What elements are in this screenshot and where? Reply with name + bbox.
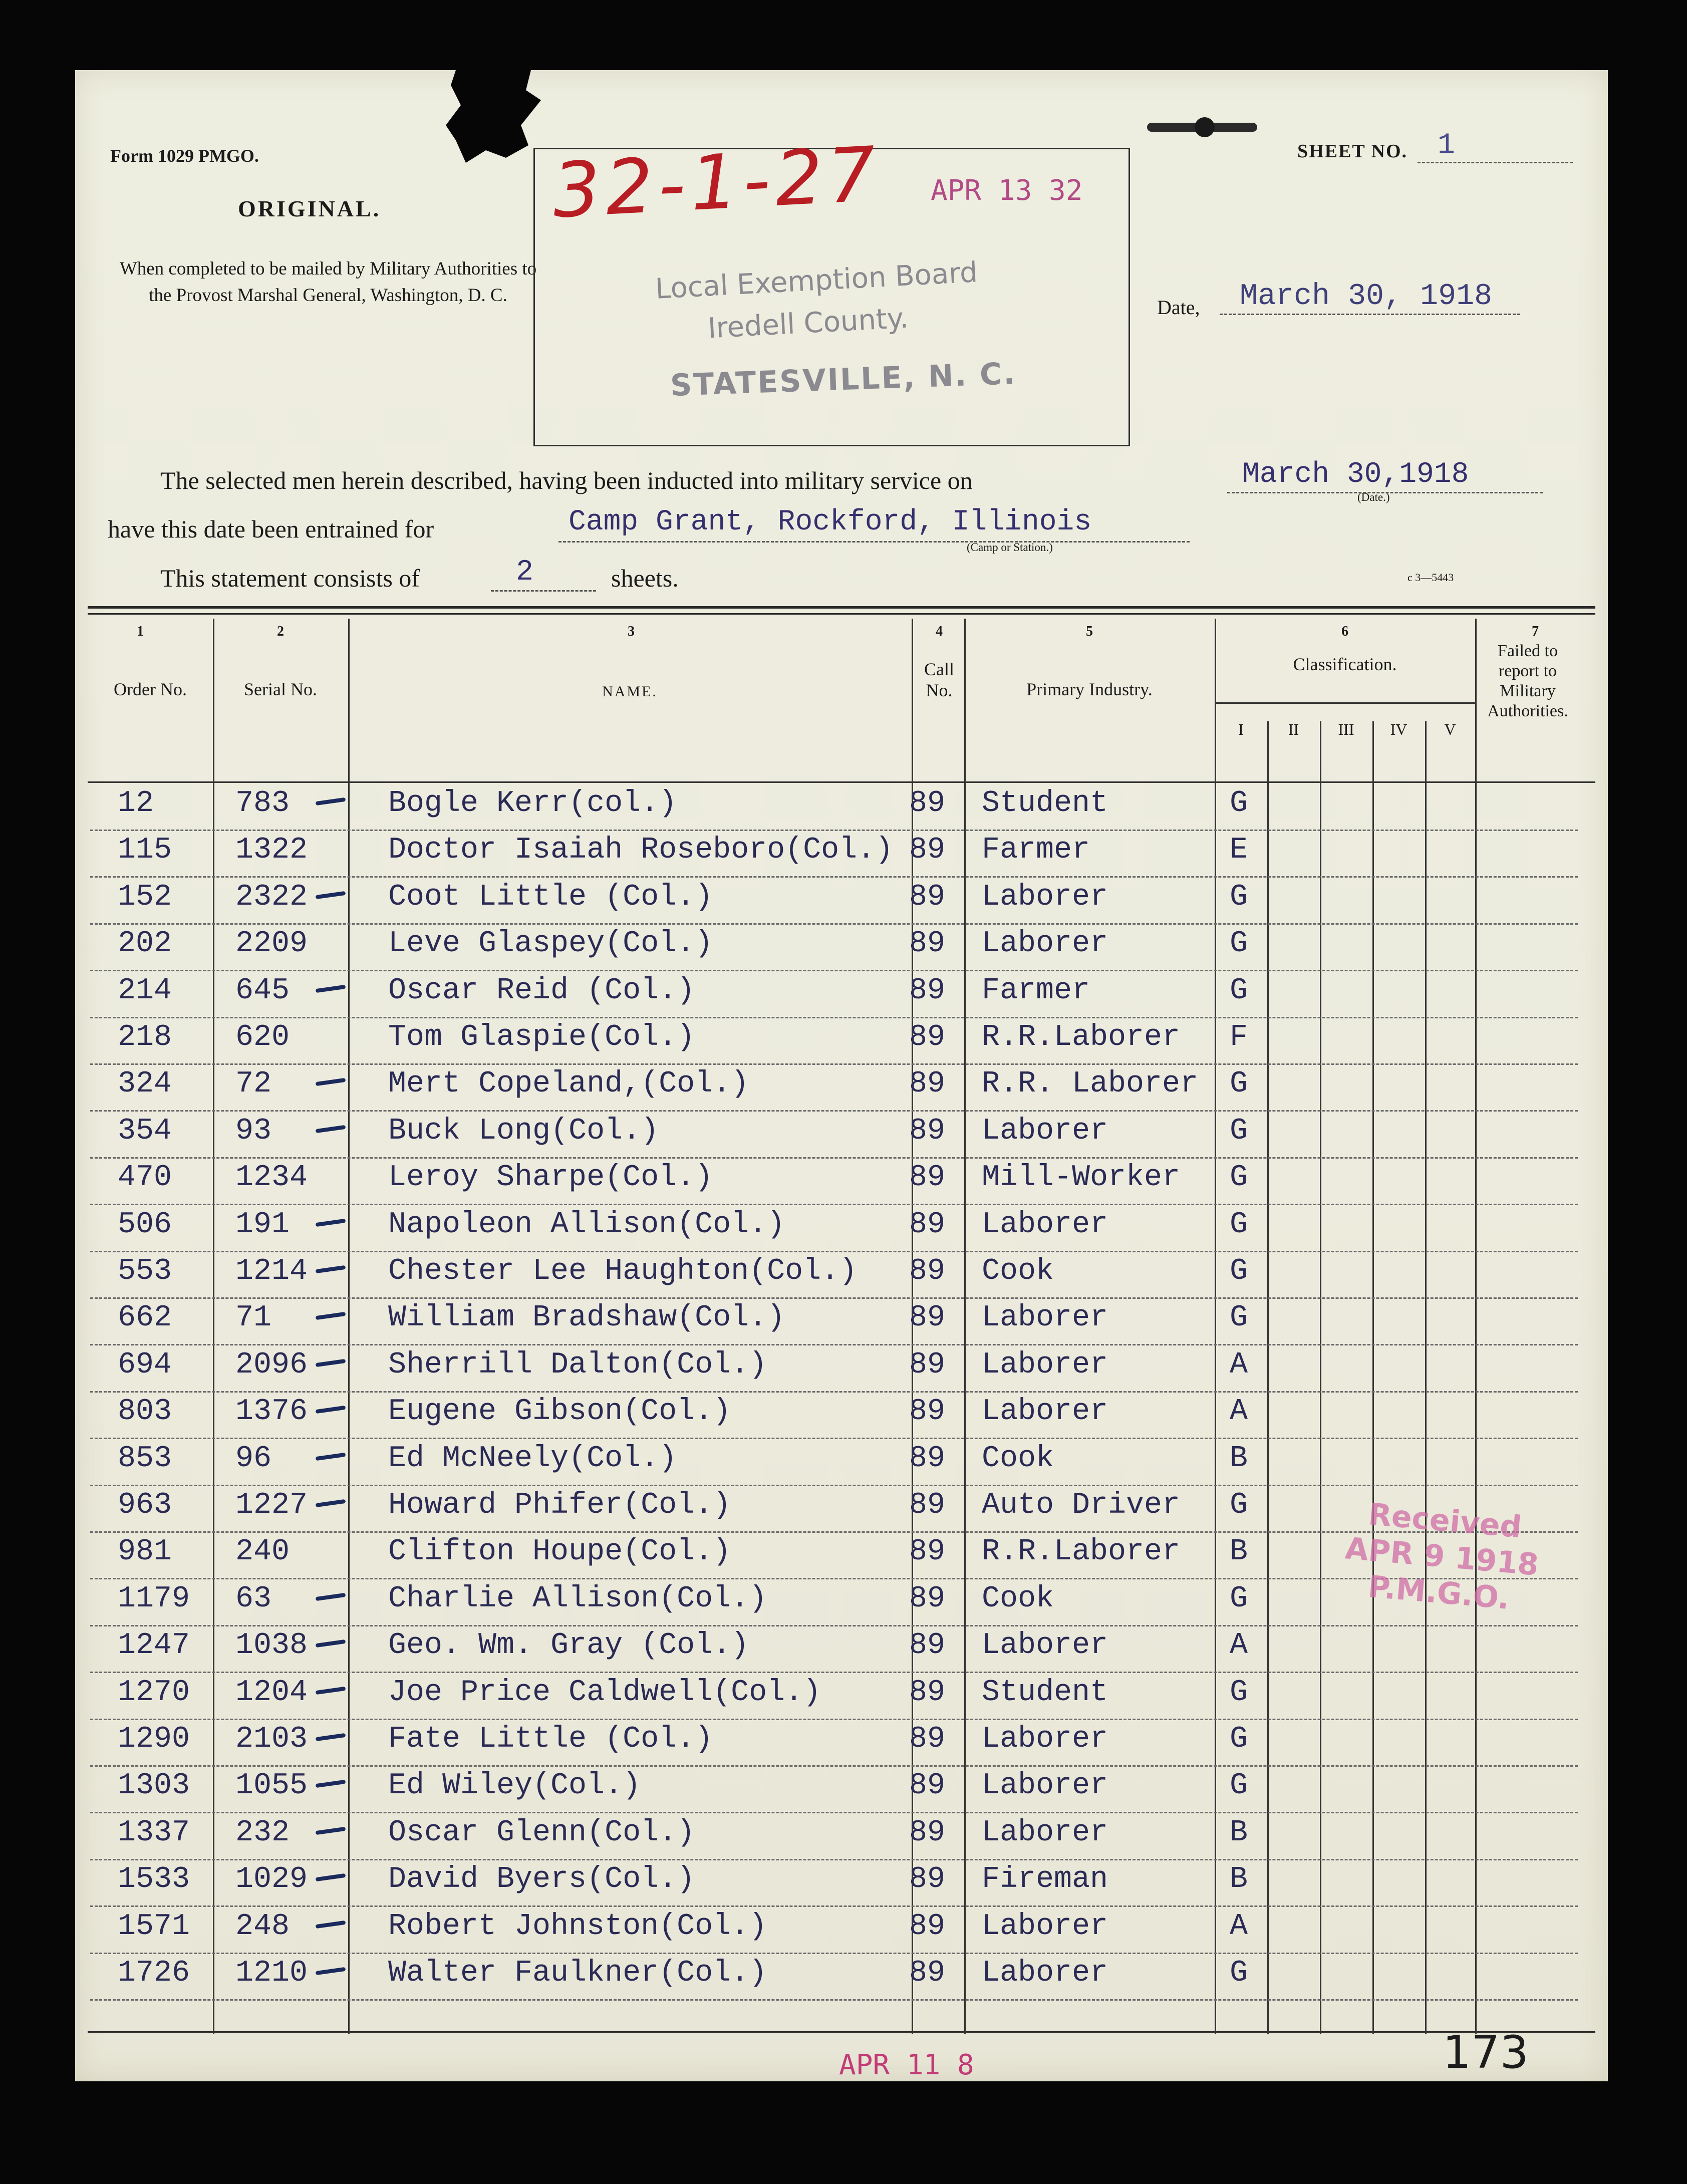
order-no-cell: 354 bbox=[118, 1114, 172, 1148]
name-cell: Tom Glaspie(Col.) bbox=[388, 1020, 695, 1054]
industry-cell: Laborer bbox=[982, 1301, 1108, 1335]
serial-no-cell: 71 bbox=[235, 1301, 272, 1335]
row-rule bbox=[90, 1485, 1578, 1486]
name-cell: Ed Wiley(Col.) bbox=[388, 1769, 641, 1803]
row-rule bbox=[90, 1017, 1578, 1018]
name-cell: Mert Copeland,(Col.) bbox=[388, 1067, 749, 1102]
call-no-cell: 89 bbox=[909, 1862, 946, 1897]
table-row bbox=[75, 927, 1608, 974]
name-cell: Napoleon Allison(Col.) bbox=[388, 1207, 785, 1242]
name-cell: Eugene Gibson(Col.) bbox=[388, 1395, 731, 1429]
header-order-no: Order No. bbox=[114, 679, 187, 699]
row-rule bbox=[90, 1063, 1578, 1065]
industry-cell: Laborer bbox=[982, 1114, 1108, 1148]
check-dash-mark bbox=[316, 1218, 346, 1226]
call-no-cell: 89 bbox=[909, 786, 946, 821]
colnum-2: 2 bbox=[277, 624, 284, 639]
serial-no-cell: 2103 bbox=[235, 1722, 308, 1756]
name-cell: Buck Long(Col.) bbox=[388, 1114, 659, 1148]
call-no-cell: 89 bbox=[909, 927, 946, 961]
header-bottom-rule bbox=[88, 781, 1595, 783]
classification-cell: G bbox=[1230, 1769, 1248, 1803]
industry-cell: Cook bbox=[982, 1581, 1054, 1616]
serial-no-cell: 645 bbox=[235, 973, 290, 1008]
name-cell: Fate Little (Col.) bbox=[388, 1722, 713, 1756]
destination-caption: (Camp or Station.) bbox=[967, 541, 1053, 554]
name-cell: Ed McNeely(Col.) bbox=[388, 1441, 677, 1476]
sheets-count: 2 bbox=[516, 556, 533, 589]
colnum-7: 7 bbox=[1532, 624, 1539, 639]
industry-cell: R.R.Laborer bbox=[982, 1535, 1181, 1569]
name-cell: Oscar Glenn(Col.) bbox=[388, 1815, 695, 1850]
order-no-cell: 694 bbox=[118, 1347, 172, 1382]
classification-cell: G bbox=[1230, 786, 1248, 821]
classification-cell: G bbox=[1230, 1722, 1248, 1756]
order-no-cell: 218 bbox=[118, 1020, 172, 1054]
row-rule bbox=[90, 1251, 1578, 1252]
serial-no-cell: 783 bbox=[235, 786, 290, 821]
classification-cell: G bbox=[1230, 1254, 1248, 1288]
order-no-cell: 553 bbox=[118, 1254, 172, 1288]
call-no-cell: 89 bbox=[909, 1301, 946, 1335]
name-cell: Leroy Sharpe(Col.) bbox=[388, 1161, 713, 1195]
received-stamp bbox=[1340, 1495, 1543, 1619]
table-row bbox=[75, 1769, 1608, 1816]
industry-cell: Fireman bbox=[982, 1862, 1108, 1897]
classification-cell: A bbox=[1230, 1628, 1248, 1663]
order-no-cell: 981 bbox=[118, 1535, 172, 1569]
serial-no-cell: 1227 bbox=[235, 1488, 308, 1522]
table-top-rule bbox=[88, 606, 1595, 609]
row-rule bbox=[90, 1765, 1578, 1767]
class-header-ii: II bbox=[1288, 720, 1299, 738]
order-no-cell: 1533 bbox=[118, 1862, 190, 1897]
industry-cell: Laborer bbox=[982, 1769, 1108, 1803]
industry-cell: Farmer bbox=[982, 833, 1090, 868]
statement-line2: have this date been entrained for bbox=[108, 515, 434, 543]
table-row bbox=[75, 1301, 1608, 1348]
class-header-iv: IV bbox=[1390, 720, 1408, 738]
statement-line3: This statement consists of bbox=[160, 564, 420, 592]
classification-cell: G bbox=[1230, 927, 1248, 961]
serial-no-cell: 63 bbox=[235, 1581, 272, 1616]
classification-cell: B bbox=[1230, 1862, 1248, 1897]
row-rule bbox=[90, 1391, 1578, 1393]
industry-cell: Student bbox=[982, 1675, 1108, 1710]
call-no-cell: 89 bbox=[909, 1581, 946, 1616]
industry-cell: Cook bbox=[982, 1254, 1054, 1288]
order-no-cell: 662 bbox=[118, 1301, 172, 1335]
order-no-cell: 506 bbox=[118, 1207, 172, 1242]
serial-no-cell: 1234 bbox=[235, 1161, 308, 1195]
name-cell: Doctor Isaiah Roseboro(Col.) bbox=[388, 833, 894, 868]
classification-cell: G bbox=[1230, 1675, 1248, 1710]
order-no-cell: 1270 bbox=[118, 1675, 190, 1710]
table-row bbox=[75, 833, 1608, 880]
industry-cell: Laborer bbox=[982, 1956, 1108, 1990]
industry-cell: Laborer bbox=[982, 880, 1108, 914]
classification-cell: G bbox=[1230, 880, 1248, 914]
board-county: Iredell County. bbox=[707, 302, 910, 345]
check-dash-mark bbox=[316, 1873, 346, 1881]
serial-no-cell: 2096 bbox=[235, 1347, 308, 1382]
serial-no-cell: 1214 bbox=[235, 1254, 308, 1288]
call-no-cell: 89 bbox=[909, 1395, 946, 1429]
order-no-cell: 1337 bbox=[118, 1815, 190, 1850]
row-rule bbox=[90, 1297, 1578, 1299]
call-no-cell: 89 bbox=[909, 833, 946, 868]
call-no-cell: 89 bbox=[909, 1207, 946, 1242]
industry-cell: Laborer bbox=[982, 1909, 1108, 1944]
check-dash-mark bbox=[316, 891, 346, 899]
order-no-cell: 963 bbox=[118, 1488, 172, 1522]
name-cell: Clifton Houpe(Col.) bbox=[388, 1535, 731, 1569]
header-call-no: Call No. bbox=[924, 659, 954, 700]
row-rule bbox=[90, 1905, 1578, 1907]
table-row bbox=[75, 1442, 1608, 1489]
board-name: Local Exemption Board bbox=[654, 256, 979, 306]
classification-cell: G bbox=[1230, 1067, 1248, 1102]
table-row bbox=[75, 1348, 1608, 1395]
serial-no-cell: 96 bbox=[235, 1441, 272, 1476]
order-no-cell: 470 bbox=[118, 1161, 172, 1195]
header-name: NAME. bbox=[602, 683, 658, 700]
mailing-note: When completed to be mailed by Military Authorities to the Provost Marshal General, Washington, D. C. bbox=[119, 258, 537, 306]
name-cell: Oscar Reid (Col.) bbox=[388, 973, 695, 1008]
row-rule bbox=[90, 1953, 1578, 1954]
industry-cell: R.R.Laborer bbox=[982, 1020, 1181, 1054]
name-cell: Chester Lee Haughton(Col.) bbox=[388, 1254, 858, 1288]
induction-date: March 30,1918 bbox=[1242, 458, 1469, 491]
order-no-cell: 324 bbox=[118, 1067, 172, 1102]
order-no-cell: 1303 bbox=[118, 1769, 190, 1803]
classification-cell: G bbox=[1230, 1114, 1248, 1148]
call-no-cell: 89 bbox=[909, 1675, 946, 1710]
date-caption: (Date.) bbox=[1357, 491, 1390, 503]
row-rule bbox=[90, 1110, 1578, 1112]
destination: Camp Grant, Rockford, Illinois bbox=[569, 506, 1092, 538]
serial-no-cell: 72 bbox=[235, 1067, 272, 1102]
name-cell: David Byers(Col.) bbox=[388, 1862, 695, 1897]
check-dash-mark bbox=[316, 1078, 346, 1086]
call-no-cell: 89 bbox=[909, 880, 946, 914]
industry-cell: Auto Driver bbox=[982, 1488, 1181, 1522]
name-cell: Bogle Kerr(col.) bbox=[388, 786, 677, 821]
class-header-v: V bbox=[1444, 720, 1456, 738]
staple-mark bbox=[1142, 115, 1267, 140]
class-header-iii: III bbox=[1338, 720, 1354, 738]
date-stamp: APR 13 32 bbox=[931, 174, 1083, 207]
industry-cell: Farmer bbox=[982, 973, 1090, 1008]
table-row bbox=[75, 1909, 1608, 1957]
name-cell: Sherrill Dalton(Col.) bbox=[388, 1347, 767, 1382]
received-stamp-line2: APR 9 1918 bbox=[1343, 1531, 1540, 1583]
classification-cell: G bbox=[1230, 1207, 1248, 1242]
header-classification: Classification. bbox=[1293, 654, 1397, 674]
table-row bbox=[75, 880, 1608, 927]
serial-no-cell: 2322 bbox=[235, 880, 308, 914]
check-dash-mark bbox=[316, 1265, 346, 1273]
call-no-cell: 89 bbox=[909, 1628, 946, 1663]
header-serial-no: Serial No. bbox=[244, 679, 317, 699]
industry-cell: Laborer bbox=[982, 1722, 1108, 1756]
row-rule bbox=[90, 1859, 1578, 1860]
table-row bbox=[75, 1208, 1608, 1255]
serial-no-cell: 191 bbox=[235, 1207, 290, 1242]
industry-cell: Student bbox=[982, 786, 1108, 821]
industry-cell: Laborer bbox=[982, 1347, 1108, 1382]
table-row bbox=[75, 1676, 1608, 1723]
call-no-cell: 89 bbox=[909, 1722, 946, 1756]
table-bottom-rule bbox=[88, 2031, 1595, 2033]
statement-sheets-word: sheets. bbox=[611, 564, 679, 592]
check-dash-mark bbox=[316, 1686, 346, 1694]
order-no-cell: 202 bbox=[118, 927, 172, 961]
form-id: Form 1029 PMGO. bbox=[110, 146, 259, 166]
date-value: March 30, 1918 bbox=[1220, 280, 1520, 315]
check-dash-mark bbox=[316, 1312, 346, 1320]
name-cell: Robert Johnston(Col.) bbox=[388, 1909, 767, 1944]
table-row bbox=[75, 1628, 1608, 1676]
call-no-cell: 89 bbox=[909, 1161, 946, 1195]
serial-no-cell: 1204 bbox=[235, 1675, 308, 1710]
check-dash-mark bbox=[316, 1359, 346, 1367]
call-no-cell: 89 bbox=[909, 1347, 946, 1382]
row-rule bbox=[90, 1719, 1578, 1720]
table-row bbox=[75, 1254, 1608, 1301]
table-row bbox=[75, 1395, 1608, 1442]
class-header-rule bbox=[1215, 702, 1475, 704]
table-row bbox=[75, 1816, 1608, 1863]
classification-cell: B bbox=[1230, 1815, 1248, 1850]
classification-cell: G bbox=[1230, 1488, 1248, 1522]
industry-cell: Laborer bbox=[982, 1628, 1108, 1663]
classification-cell: G bbox=[1230, 1956, 1248, 1990]
order-no-cell: 1290 bbox=[118, 1722, 190, 1756]
call-no-cell: 89 bbox=[909, 1067, 946, 1102]
industry-cell: Laborer bbox=[982, 1395, 1108, 1429]
check-dash-mark bbox=[316, 1499, 346, 1507]
check-dash-mark bbox=[316, 1827, 346, 1835]
check-dash-mark bbox=[316, 1406, 346, 1414]
received-stamp-line1: Received bbox=[1367, 1497, 1523, 1545]
colnum-5: 5 bbox=[1086, 624, 1093, 639]
call-no-cell: 89 bbox=[909, 1909, 946, 1944]
sheet-number: 1 bbox=[1418, 129, 1573, 163]
check-dash-mark bbox=[316, 1733, 346, 1741]
serial-no-cell: 1055 bbox=[235, 1769, 308, 1803]
row-rule bbox=[90, 1344, 1578, 1345]
call-no-cell: 89 bbox=[909, 1815, 946, 1850]
row-rule bbox=[90, 970, 1578, 971]
check-dash-mark bbox=[316, 984, 346, 992]
industry-cell: Laborer bbox=[982, 1815, 1108, 1850]
serial-no-cell: 240 bbox=[235, 1535, 290, 1569]
name-cell: Joe Price Caldwell(Col.) bbox=[388, 1675, 821, 1710]
date-label: Date, bbox=[1157, 296, 1200, 319]
serial-no-cell: 248 bbox=[235, 1909, 290, 1944]
serial-no-cell: 1376 bbox=[235, 1395, 308, 1429]
order-no-cell: 1726 bbox=[118, 1956, 190, 1990]
serial-no-cell: 1322 bbox=[235, 833, 308, 868]
classification-cell: A bbox=[1230, 1347, 1248, 1382]
classification-cell: G bbox=[1230, 1581, 1248, 1616]
call-no-cell: 89 bbox=[909, 1441, 946, 1476]
header-industry: Primary Industry. bbox=[1026, 679, 1153, 699]
row-rule bbox=[90, 1204, 1578, 1205]
board-city: STATESVILLE, N. C. bbox=[669, 356, 1017, 404]
name-cell: Leve Glaspey(Col.) bbox=[388, 927, 713, 961]
colnum-3: 3 bbox=[628, 624, 635, 639]
table-top-rule-2 bbox=[88, 613, 1595, 615]
row-rule bbox=[90, 1672, 1578, 1673]
check-dash-mark bbox=[316, 1640, 346, 1648]
name-cell: Walter Faulkner(Col.) bbox=[388, 1956, 767, 1990]
name-cell: Howard Phifer(Col.) bbox=[388, 1488, 731, 1522]
check-dash-mark bbox=[316, 1452, 346, 1460]
table-row bbox=[75, 1956, 1608, 2003]
classification-cell: B bbox=[1230, 1535, 1248, 1569]
call-no-cell: 89 bbox=[909, 1254, 946, 1288]
call-no-cell: 89 bbox=[909, 1535, 946, 1569]
table-row bbox=[75, 1114, 1608, 1161]
check-dash-mark bbox=[316, 1780, 346, 1788]
classification-cell: G bbox=[1230, 1161, 1248, 1195]
table-row bbox=[75, 1161, 1608, 1208]
serial-no-cell: 2209 bbox=[235, 927, 308, 961]
class-header-i: I bbox=[1238, 720, 1244, 738]
handwritten-number: 32-1-27 bbox=[550, 130, 883, 235]
call-no-cell: 89 bbox=[909, 1488, 946, 1522]
row-rule bbox=[90, 1157, 1578, 1159]
row-rule bbox=[90, 923, 1578, 925]
table-row bbox=[75, 1020, 1608, 1067]
row-rule bbox=[90, 1625, 1578, 1626]
serial-no-cell: 93 bbox=[235, 1114, 272, 1148]
check-dash-mark bbox=[316, 1593, 346, 1601]
order-no-cell: 1247 bbox=[118, 1628, 190, 1663]
classification-cell: G bbox=[1230, 973, 1248, 1008]
order-no-cell: 803 bbox=[118, 1395, 172, 1429]
row-rule bbox=[90, 830, 1578, 831]
order-no-cell: 12 bbox=[118, 786, 154, 821]
serial-no-cell: 620 bbox=[235, 1020, 290, 1054]
statement-line1: The selected men herein described, having been inducted into military service on bbox=[160, 466, 973, 494]
name-cell: Geo. Wm. Gray (Col.) bbox=[388, 1628, 749, 1663]
row-rule bbox=[90, 1812, 1578, 1813]
board-stamp-box bbox=[533, 130, 1130, 446]
table-row bbox=[75, 974, 1608, 1021]
original-label: ORIGINAL. bbox=[238, 196, 381, 221]
order-no-cell: 214 bbox=[118, 973, 172, 1008]
received-stamp-line3: P.M.G.O. bbox=[1366, 1569, 1511, 1616]
order-no-cell: 1179 bbox=[118, 1581, 190, 1616]
sheet-label: SHEET NO. bbox=[1297, 141, 1408, 162]
name-cell: William Bradshaw(Col.) bbox=[388, 1301, 785, 1335]
order-no-cell: 115 bbox=[118, 833, 172, 868]
call-no-cell: 89 bbox=[909, 1956, 946, 1990]
sheets-count-line bbox=[491, 560, 596, 592]
check-dash-mark bbox=[316, 797, 346, 805]
row-rule bbox=[90, 1438, 1578, 1439]
order-no-cell: 152 bbox=[118, 880, 172, 914]
name-cell: Charlie Allison(Col.) bbox=[388, 1581, 767, 1616]
colnum-1: 1 bbox=[137, 624, 144, 639]
table-row bbox=[75, 1862, 1608, 1909]
document-sheet bbox=[75, 70, 1608, 2081]
name-cell: Coot Little (Col.) bbox=[388, 880, 713, 914]
table-row bbox=[75, 1067, 1608, 1114]
header-failed: Failed to report to Military Authorities. bbox=[1487, 642, 1568, 720]
industry-cell: Mill-Worker bbox=[982, 1161, 1181, 1195]
bottom-date-stamp: APR 11 8 bbox=[839, 2049, 974, 2081]
check-dash-mark bbox=[316, 1125, 346, 1133]
industry-cell: Cook bbox=[982, 1441, 1054, 1476]
call-no-cell: 89 bbox=[909, 1769, 946, 1803]
classification-cell: F bbox=[1230, 1020, 1248, 1054]
page-number: 173 bbox=[1443, 2026, 1529, 2079]
call-no-cell: 89 bbox=[909, 973, 946, 1008]
check-dash-mark bbox=[316, 1920, 346, 1928]
call-no-cell: 89 bbox=[909, 1114, 946, 1148]
order-no-cell: 853 bbox=[118, 1441, 172, 1476]
order-no-cell: 1571 bbox=[118, 1909, 190, 1944]
table-row bbox=[75, 786, 1608, 834]
serial-no-cell: 1038 bbox=[235, 1628, 308, 1663]
serial-no-cell: 1029 bbox=[235, 1862, 308, 1897]
classification-cell: G bbox=[1230, 1301, 1248, 1335]
colnum-6: 6 bbox=[1341, 624, 1348, 639]
serial-no-cell: 232 bbox=[235, 1815, 290, 1850]
row-rule bbox=[90, 876, 1578, 878]
industry-cell: Laborer bbox=[982, 927, 1108, 961]
call-no-cell: 89 bbox=[909, 1020, 946, 1054]
serial-no-cell: 1210 bbox=[235, 1956, 308, 1990]
classification-cell: A bbox=[1230, 1909, 1248, 1944]
row-rule bbox=[90, 1999, 1578, 2001]
classification-cell: A bbox=[1230, 1395, 1248, 1429]
industry-cell: R.R. Laborer bbox=[982, 1067, 1199, 1102]
industry-cell: Laborer bbox=[982, 1207, 1108, 1242]
classification-cell: B bbox=[1230, 1441, 1248, 1476]
colnum-4: 4 bbox=[936, 624, 943, 639]
table-row bbox=[75, 1722, 1608, 1769]
check-dash-mark bbox=[316, 1967, 346, 1975]
document-code: c 3—5443 bbox=[1408, 571, 1454, 584]
classification-cell: E bbox=[1230, 833, 1248, 868]
